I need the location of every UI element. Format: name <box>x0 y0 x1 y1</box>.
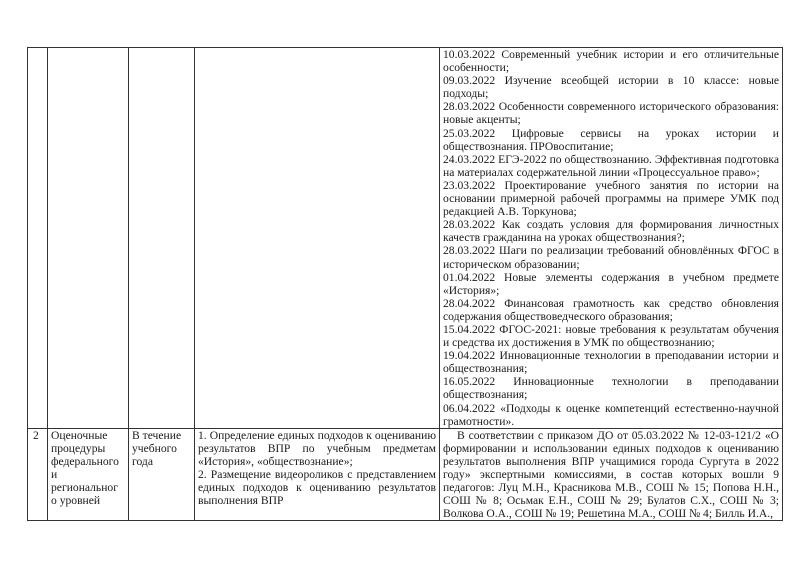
activities-cell <box>195 48 440 429</box>
webinar-item-rest: основании примерной рабочей программы на примере УМК под редакцией А.В. Торкунова; <box>443 192 779 219</box>
webinar-item <box>443 153 779 179</box>
webinar-item <box>443 402 779 428</box>
webinar-item <box>443 271 779 297</box>
row-number-cell <box>28 48 48 429</box>
webinar-item-line: 28.03.2022 Шаги по реализации требований обновлённых ФГОС в <box>443 244 779 258</box>
webinar-item <box>443 244 779 270</box>
direction-line-part: г <box>113 481 118 495</box>
webinar-item-rest: и средства их достижения в УМК по обществознанию; <box>443 336 715 350</box>
webinar-item-line: 23.03.2022 Проектирование учебного занятия по истории на <box>443 178 779 192</box>
webinar-item <box>443 74 779 100</box>
direction-line: о уровней <box>51 494 101 508</box>
webinar-item-rest: подходы; <box>443 87 489 101</box>
webinar-item-rest: особенности; <box>443 61 510 75</box>
activity-item: 1. Определение единых подходов к оцениванию результатов ВПР по учебным предметам «История», «обществознание»; <box>198 428 436 468</box>
webinar-item-line: 01.04.2022 Новые элементы содержания в учебном предмете <box>443 270 779 284</box>
webinar-item-line: 09.03.2022 Изучение всеобщей истории в 10 классе: новые <box>443 74 779 88</box>
results-paragraph: В соответствии с приказом ДО от 05.03.2022 № 12-03-121/2 «О формировании и использовании единых подходов к оцениванию результатов выполнения ВПР учащимися города Сургута в 2022 году» экспертными комиссиями, в состав которых вошли 9 педагогов: Луц М.Н., Красникова М.В., СОШ № 15; Попова Н.Н., СОШ № 8; Осьмак Е.Н., СОШ № 29; Булатов С.Х., СОШ № 3; Волкова О.А., СОШ № 19; Решетина М.А., СОШ № 4; Билль И.А., <box>443 428 779 521</box>
webinar-item <box>443 48 779 74</box>
webinar-item-rest: обществознания; <box>443 388 528 402</box>
period-cell <box>129 48 195 429</box>
direction-line: процедуры <box>51 441 106 455</box>
webinar-item-rest: новые акценты; <box>443 113 521 127</box>
webinar-item <box>443 323 779 349</box>
webinar-item-line: 19.04.2022 Инновационные технологии в преподавании истории и <box>443 349 779 363</box>
activities-cell <box>195 428 440 521</box>
webinar-item <box>443 179 779 218</box>
direction-cell <box>48 428 129 521</box>
webinar-item <box>443 127 779 153</box>
period-line: В течение <box>132 428 182 442</box>
webinar-item-line: 16.05.2022 Инновационные технологии в преподавании <box>443 375 779 389</box>
webinar-item-line: 28.03.2022 Особенности современного исторического образования: <box>443 100 779 114</box>
direction-line <box>51 481 125 494</box>
webinar-item-line: 06.04.2022 «Подходы к оценке компетенций естественно-научной <box>443 401 779 415</box>
webinar-item-rest: обществознания. ПРОвоспитание; <box>443 139 614 153</box>
table-row <box>28 428 783 521</box>
webinar-item <box>443 349 779 375</box>
direction-line: и <box>51 468 58 481</box>
activity-report-table <box>27 47 783 521</box>
results-cell <box>440 428 783 521</box>
webinar-item-line: 24.03.2022 ЕГЭ-2022 по обществознанию. Эффективная подготовка <box>443 152 779 166</box>
direction-line-part: регионально <box>51 481 114 495</box>
webinar-item-rest: грамотности». <box>443 414 515 428</box>
results-cell <box>440 48 783 429</box>
activity-item: 2. Размещение видеороликов с представлением единых подходов к оцениванию результатов выполнения ВПР <box>198 468 436 508</box>
webinar-item-rest: историческом образовании; <box>443 257 580 271</box>
webinar-item-rest: качеств гражданина на уроках обществознания?; <box>443 231 685 245</box>
webinar-item-rest: «История»; <box>443 283 500 297</box>
webinar-item-line: 10.03.2022 Современный учебник истории и его отличительные <box>443 48 779 61</box>
webinar-item-rest: на материалах содержательной линии «Процессуальное право»; <box>443 165 760 179</box>
webinar-item-line: 28.04.2022 Финансовая грамотность как средство обновления <box>443 296 779 310</box>
webinar-item <box>443 100 779 126</box>
table-row <box>28 48 783 429</box>
webinar-item-line: 28.03.2022 Как создать условия для формирования личностных <box>443 218 779 232</box>
webinar-item-rest: содержания обществоведческого образования; <box>443 309 673 323</box>
direction-cell <box>48 48 129 429</box>
direction-line: федерального <box>51 454 119 468</box>
period-line: учебного <box>132 441 177 455</box>
webinar-item-line: 25.03.2022 Цифровые сервисы на уроках истории и <box>443 126 779 140</box>
webinar-item <box>443 218 779 244</box>
webinar-item-line: 15.04.2022 ФГОС-2021: новые требования к результатам обучения <box>443 322 779 336</box>
webinar-item <box>443 297 779 323</box>
webinar-item-rest: обществознания; <box>443 362 528 376</box>
period-line: года <box>132 454 153 468</box>
period-cell <box>129 428 195 521</box>
row-number-cell: 2 <box>28 428 48 521</box>
direction-line: Оценочные <box>51 428 108 442</box>
webinar-item <box>443 375 779 401</box>
